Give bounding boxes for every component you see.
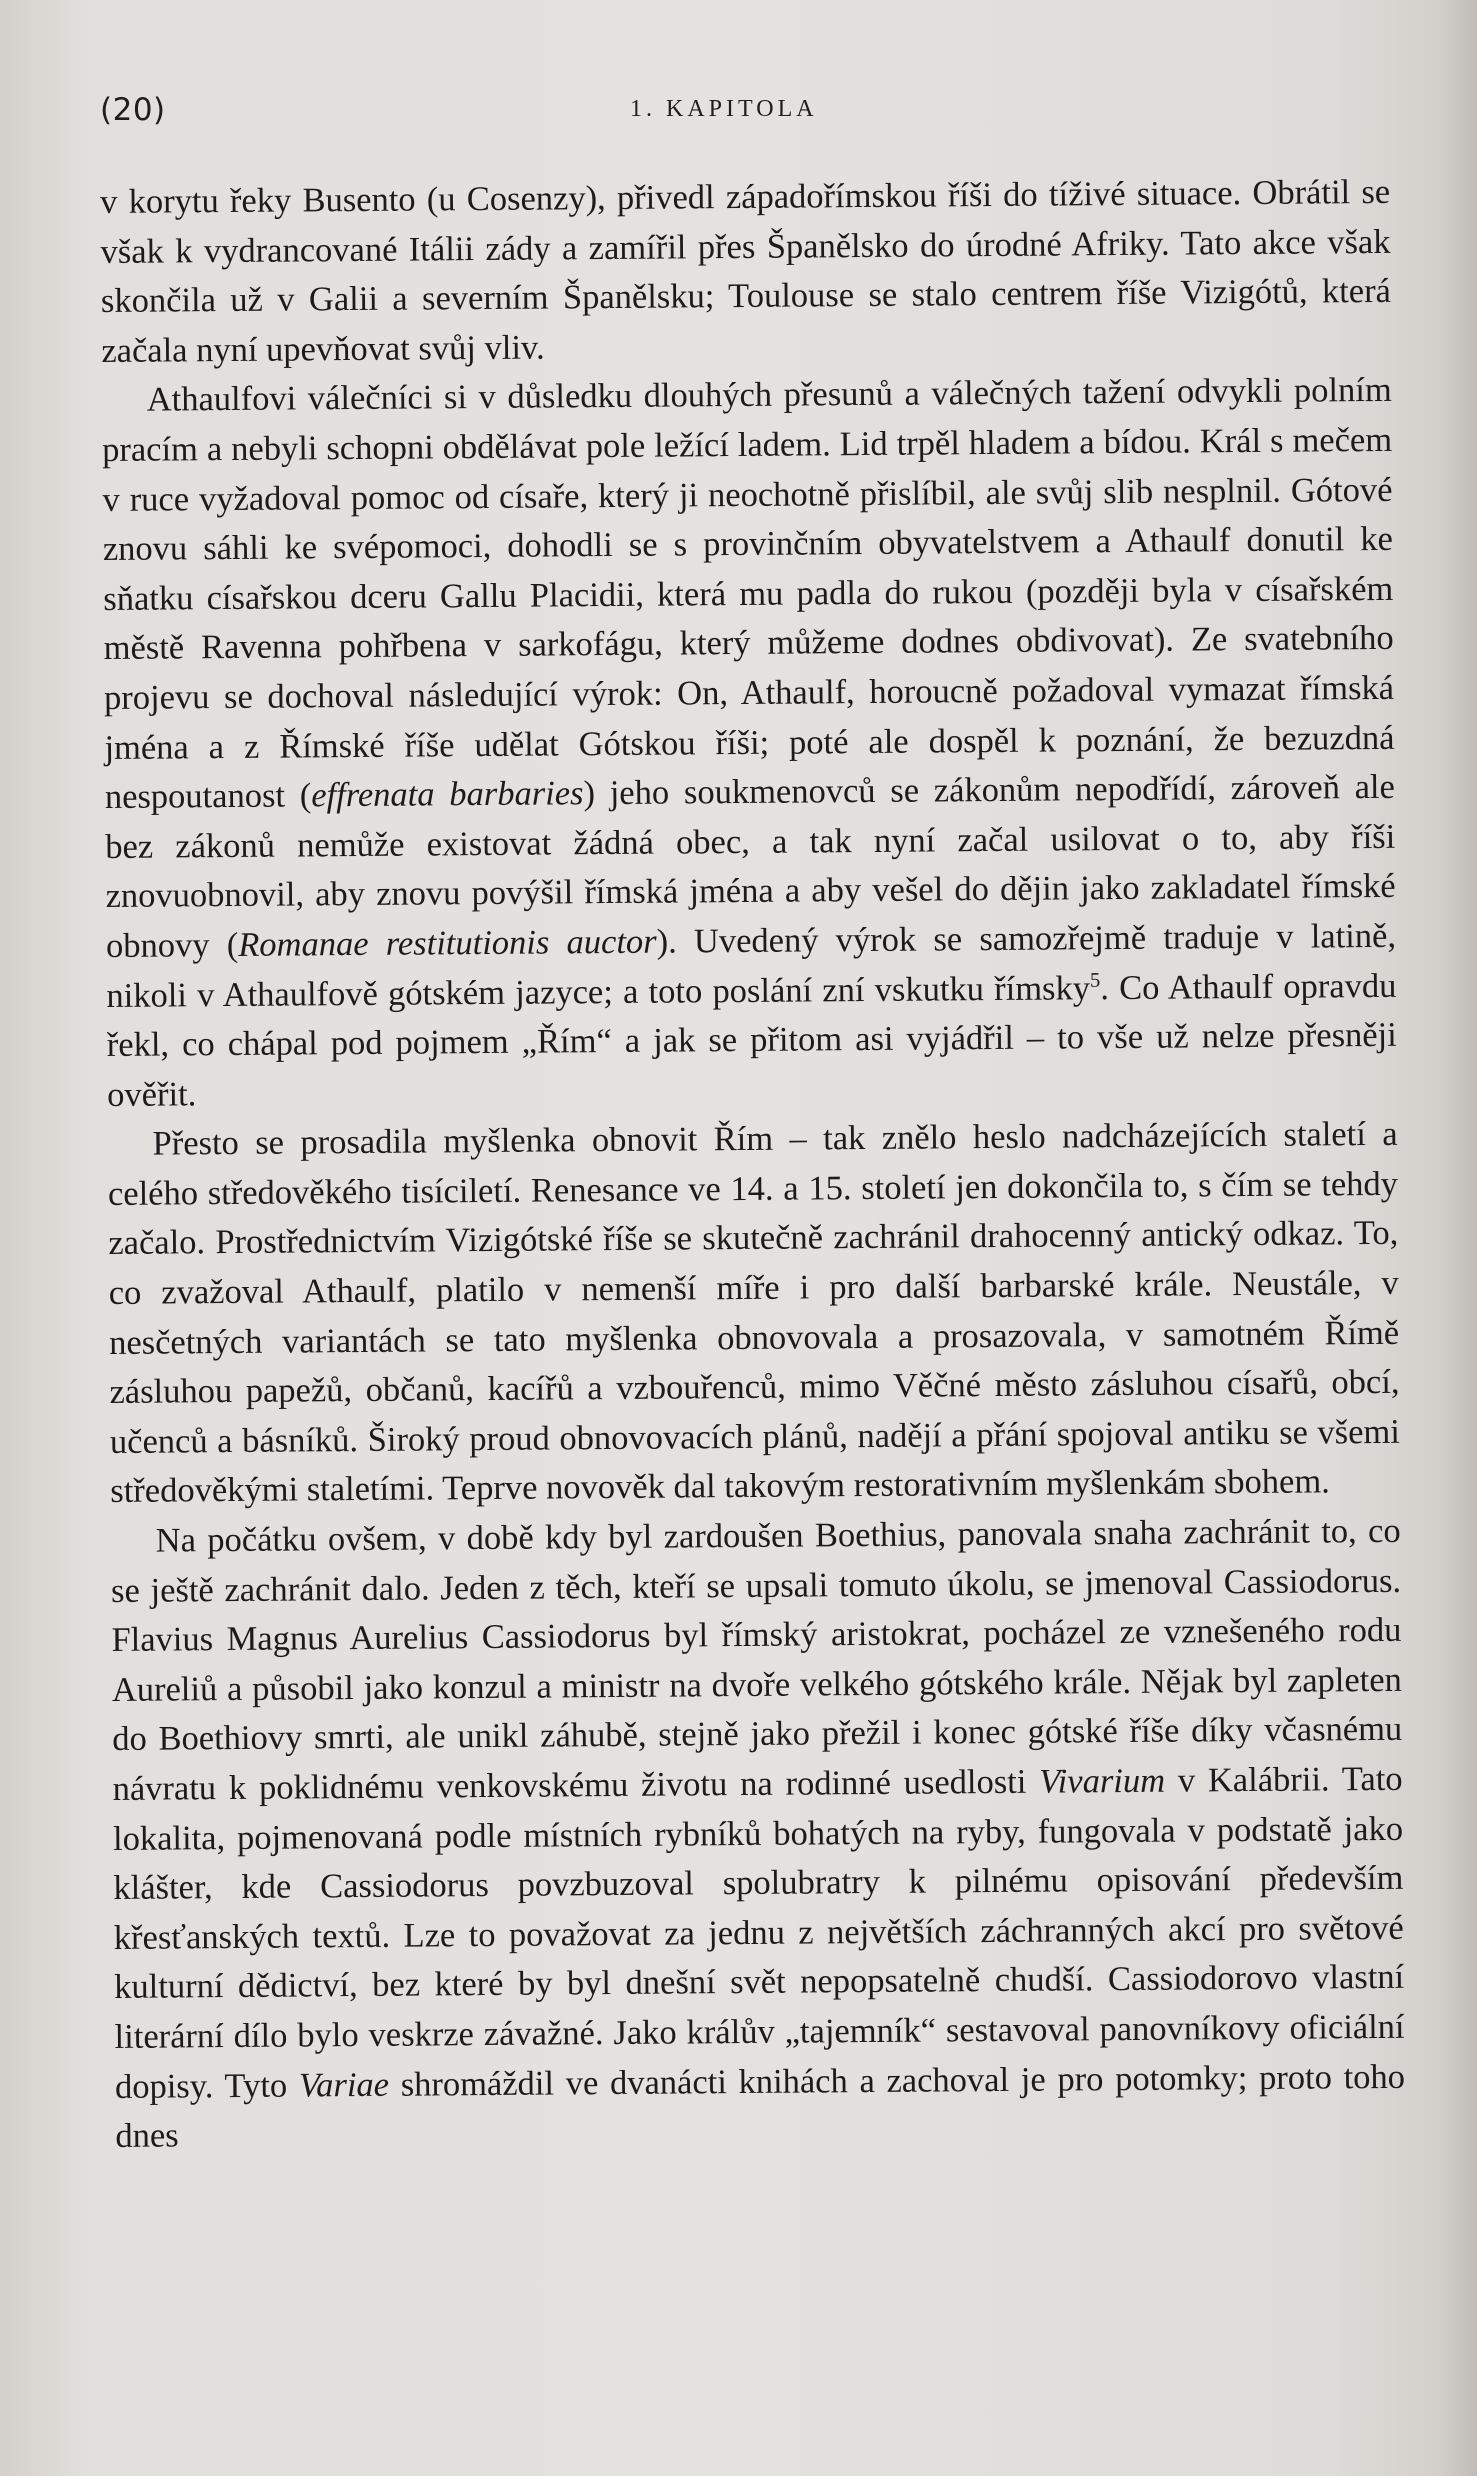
running-head [100, 92, 1390, 132]
chapter-title: 1. KAPITOLA [630, 96, 818, 122]
italic-term: Vivarium [1039, 1761, 1166, 1801]
paragraph [102, 366, 1398, 1120]
paragraph [111, 1507, 1406, 2162]
italic-term: Variae [298, 2065, 390, 2105]
paragraph [100, 168, 1392, 377]
italic-term: Romanae restitutionis auctor [238, 922, 657, 964]
text-run: v korytu řeky Busento (u Cosenzy), přivedl západořímskou říši do tíživé situace. Obrátil se však k vydrancované Itálii zády a zamířil přes Španělsko do úrodné Afriky. Tato akce však skončila už v Galii a severním Španělsku; Toulouse se stalo centrem říše Vizigótů, která začala nyní upevňovat svůj vliv. [100, 172, 1392, 370]
text-run: v Kalábrii. Tato lokalita, pojmenovaná podle místních rybníků bohatých na ryby, fungovala v podstatě jako klášter, kde Cassiodorus povzbuzoval spolubratry k pilnému opisování především křesťanských textů. Lze to považovat za jednu z největších záchranných akcí pro světové kulturní dědictví, bez které by byl dnešní svět nepopsatelně chudší. Cassiodorovo vlastní literární dílo bylo veskrze závažné. Jako králův „tajemník“ sestavoval panovníkovy oficiální dopisy. Tyto [112, 1759, 1405, 2106]
text-run: . Co Athaulf opravdu řekl, co chápal pod pojmem „Řím“ a jak se přitom asi vyjádřil – to vše už nelze přesněji ověřit. [106, 966, 1397, 1114]
text-run: shromáždil ve dvanácti knihách a zachoval je pro potomky; proto toho dnes [115, 2057, 1406, 2156]
italic-term: effrenata barbaries [311, 774, 584, 815]
text-run: ). Uvedený výrok se samozřejmě traduje v latině, nikoli v Athaulfově gótském jazyce; a toto poslání zní vskutku římsky [106, 916, 1397, 1015]
page-number: (20) [100, 92, 166, 128]
page-edge-shadow [1437, 0, 1477, 2476]
paragraph [107, 1110, 1400, 1517]
text-run: Na počátku ovšem, v době kdy byl zardoušen Boethius, panovala snaha zachránit to, co se ještě zachránit dalo. Jeden z těch, kteří se upsali tomuto úkolu, se jmenoval Cassiodorus. Flavius Magnus Aurelius Cassiodorus byl římský aristokrat, pocházel ze vznešeného rodu Aureliů a působil jako konzul a ministr na dvoře velkého gótského krále. Nějak byl zapleten do Boethiovy smrti, ale unikl záhubě, stejně jako přežil i konec gótské říše díky včasnému návratu k poklidnému venkovskému životu na rodinné usedlosti [110, 1511, 1403, 1808]
footnote-ref: 5 [1089, 969, 1101, 992]
text-run: Přesto se prosadila myšlenka obnovit Řím – tak znělo heslo nadcházejících staletí a celého středověkého tisíciletí. Renesance ve 14. a 15. století jen dokončila to, s čím se tehdy začalo. Prostřednictvím Vizigótské říše se skutečně zachránil drahocenný antický odkaz. To, co zvažoval Athaulf, platilo v nemenší míře i pro další barbarské krále. Neustále, v nesčetných variantách se tato myšlenka obnovovala a prosazovala, v samotném Římě zásluhou papežů, občanů, kacířů a vzbouřenců, mimo Věčné město zásluhou císařů, obcí, učenců a básníků. Široký proud obnovovacích plánů, nadějí a přání spojoval antiku se všemi středověkými staletími. Teprve novověk dal takovým restorativním myšlenkám sbohem. [107, 1115, 1401, 1511]
body-text [100, 168, 1406, 2162]
text-run: Athaulfovi válečníci si v důsledku dlouhých přesunů a válečných tažení odvykli polním pracím a nebyli schopni obdělávat pole ležící ladem. Lid trpěl hladem a bídou. Král s mečem v ruce vyžadoval pomoc od císaře, který ji neochotně přislíbil, ale svůj slib nesplnil. Gótové znovu sáhli ke svépomoci, dohodli se s provinčním obyvatelstvem a Athaulf donutil ke sňatku císařskou dceru Gallu Placidii, která mu padla do rukou (později byla v císařském městě Ravenna pohřbena v sarkofágu, který můžeme dodnes obdivovat). Ze svatebního projevu se dochoval následující výrok: On, Athaulf, horoucně požadoval vymazat římská jména a z Římské říše udělat Gótskou říši; poté ale dospěl k poznání, že bezuzdná nespoutanost ( [101, 371, 1395, 817]
text-run: ) jeho soukmenovců se zákonům nepodřídí, zároveň ale bez zákonů nemůže existovat žádná obec, a tak nyní začal usilovat o to, aby říši znovuobnovil, aby znovu povýšil římská jména a aby vešel do dějin jako zakladatel římské obnovy ( [105, 767, 1396, 965]
